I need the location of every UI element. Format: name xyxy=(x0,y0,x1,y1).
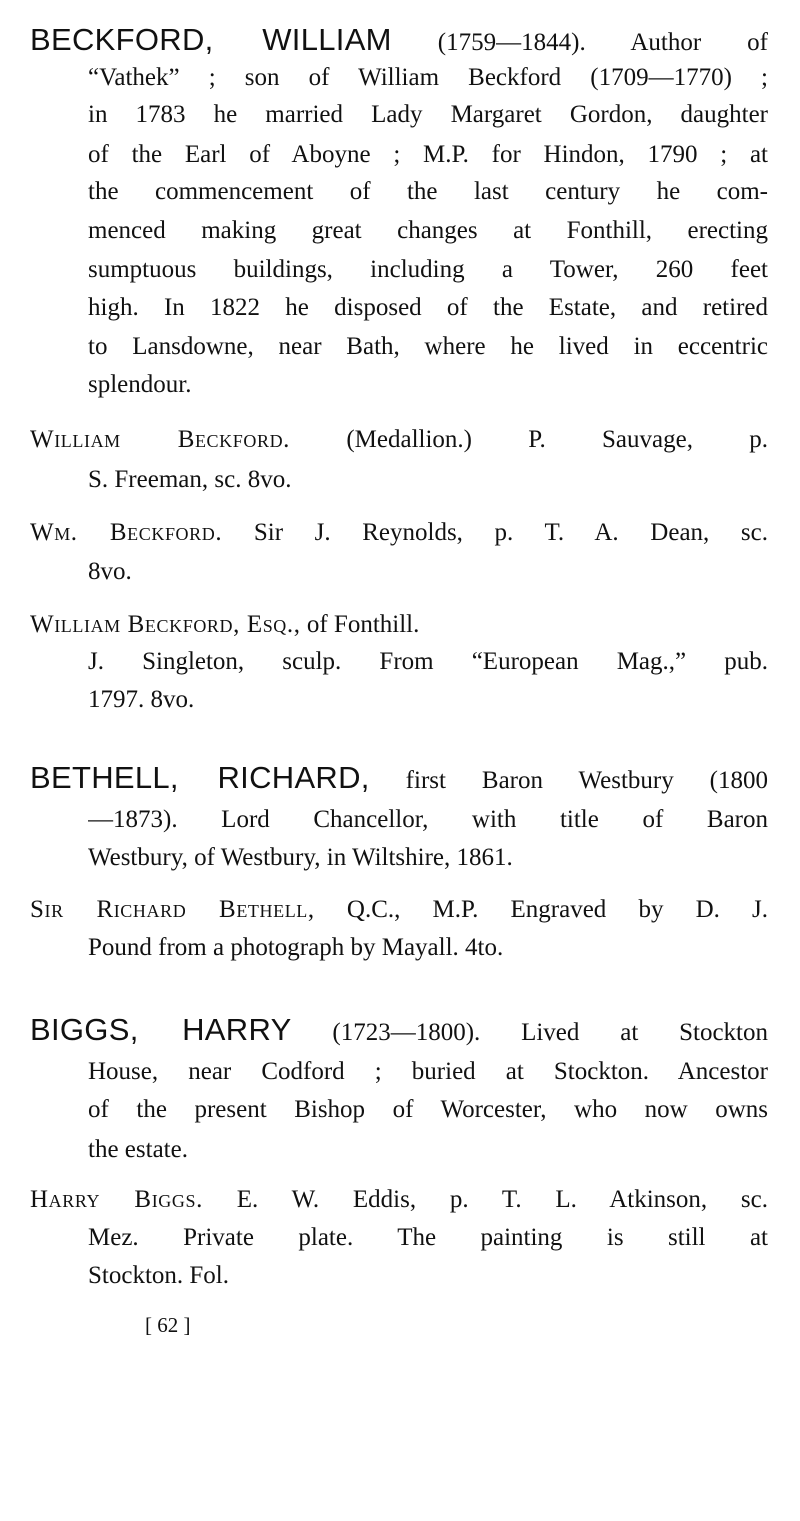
body-text: S. Freeman, sc. 8vo. xyxy=(88,466,292,493)
text-line xyxy=(88,1131,768,1169)
text-line xyxy=(88,136,768,174)
body-text: of the present Bishop of Worcester, who now owns xyxy=(88,1096,768,1123)
entry-heading: BIGGS, HARRY xyxy=(30,1012,292,1047)
body-text: Pound from a photograph by Mayall. 4to. xyxy=(88,934,504,961)
text-line xyxy=(30,606,768,644)
text-line xyxy=(88,59,768,97)
text-line xyxy=(88,461,768,499)
body-text: sumptuous buildings, including a Tower, 260 feet xyxy=(88,256,768,283)
text-line xyxy=(88,643,768,681)
text-line xyxy=(88,251,768,289)
text-line xyxy=(30,1011,768,1049)
text-line xyxy=(30,421,768,459)
text-line xyxy=(30,514,768,552)
text-line xyxy=(88,366,768,404)
body-text: to Lansdowne, near Bath, where he lived in eccentric xyxy=(88,333,768,360)
body-text: “Vathek” ; son of William Beckford (1709—1770) ; xyxy=(88,64,768,91)
body-text: first Baron Westbury (1800 xyxy=(369,767,768,794)
body-text: Stockton. Fol. xyxy=(88,1262,229,1289)
text-line xyxy=(88,289,768,327)
body-text: 8vo. xyxy=(88,558,132,585)
body-text: House, near Codford ; buried at Stockton. Ancestor xyxy=(88,1058,768,1085)
body-text: of the Earl of Aboyne ; M.P. for Hindon, 1790 ; at xyxy=(88,141,768,168)
text-line xyxy=(30,891,768,929)
page-number: [ 62 ] xyxy=(145,1313,191,1337)
body-text: the commencement of the last century he com- xyxy=(88,178,768,205)
text-line xyxy=(88,1257,768,1295)
portrait-title: Wm. Beckford. xyxy=(30,519,223,546)
body-text: (1759—1844). Author of xyxy=(391,29,768,56)
text-line xyxy=(88,212,768,250)
body-text: of Fonthill. xyxy=(300,611,420,638)
text-line xyxy=(30,21,768,59)
text-line xyxy=(88,839,768,877)
body-text: Westbury, of Westbury, in Wiltshire, 1861. xyxy=(88,844,513,871)
portrait-title: William Beckford. xyxy=(30,426,291,453)
body-text: menced making great changes at Fonthill, erecting xyxy=(88,217,768,244)
body-text: high. In 1822 he disposed of the Estate, and retired xyxy=(88,294,768,321)
body-text: the estate. xyxy=(88,1136,188,1163)
portrait-title: Sir Richard Bethell, xyxy=(30,896,315,923)
body-text: Mez. Private plate. The painting is still at xyxy=(88,1224,768,1251)
body-text: J. Singleton, sculp. From “European Mag.,” pub. xyxy=(88,648,768,675)
text-line xyxy=(88,801,768,839)
text-line xyxy=(88,173,768,211)
body-text: —1873). Lord Chancellor, with title of Baron xyxy=(88,806,768,833)
entry-heading: BETHELL, RICHARD, xyxy=(30,760,370,795)
text-line xyxy=(30,759,768,797)
body-text: Sir J. Reynolds, p. T. A. Dean, sc. xyxy=(222,519,768,546)
entry-heading: BECKFORD, WILLIAM xyxy=(30,22,392,57)
text-line xyxy=(88,1091,768,1129)
body-text: splendour. xyxy=(88,371,192,398)
body-text: in 1783 he married Lady Margaret Gordon, daughter xyxy=(88,101,768,128)
body-text: 1797. 8vo. xyxy=(88,686,195,713)
body-text: (1723—1800). Lived at Stockton xyxy=(291,1019,768,1046)
portrait-title: Harry Biggs. xyxy=(30,1186,203,1213)
body-text: Q.C., M.P. Engraved by D. J. xyxy=(314,896,768,923)
text-line xyxy=(88,1219,768,1257)
text-line xyxy=(88,96,768,134)
text-line xyxy=(88,1053,768,1091)
text-line xyxy=(88,929,768,967)
body-text: E. W. Eddis, p. T. L. Atkinson, sc. xyxy=(202,1186,768,1213)
text-line xyxy=(88,328,768,366)
portrait-title: William Beckford, Esq., xyxy=(30,611,301,638)
text-line xyxy=(88,553,768,591)
text-line xyxy=(88,681,768,719)
body-text: (Medallion.) P. Sauvage, p. xyxy=(290,426,768,453)
text-line xyxy=(30,1181,768,1219)
